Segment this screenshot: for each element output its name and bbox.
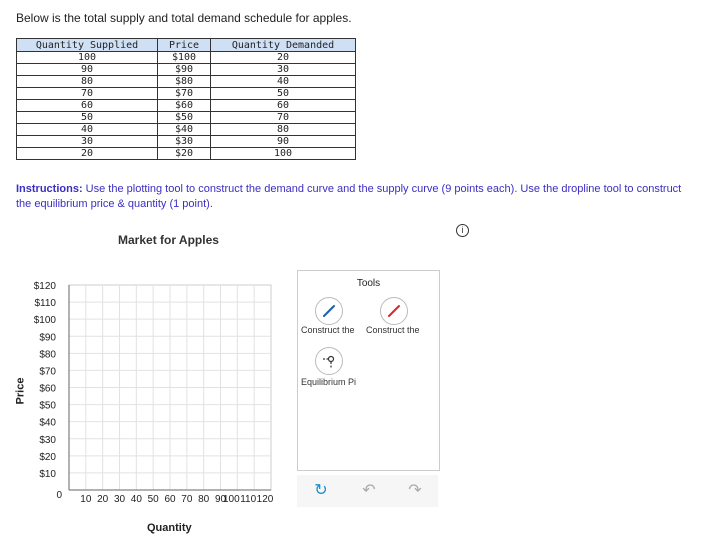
cell-qty-supplied: 70 <box>17 88 158 100</box>
cell-price: $60 <box>158 100 211 112</box>
redo-icon[interactable]: ↷ <box>408 482 422 499</box>
x-tick-label: 90 <box>214 494 227 505</box>
chart-title: Market for Apples <box>118 233 219 247</box>
cell-qty-demanded: 80 <box>211 124 356 136</box>
x-tick-label: 20 <box>97 494 109 505</box>
bottom-toolbar <box>297 475 438 507</box>
x-tick-label: 10 <box>80 494 92 505</box>
supply-line-tool-button[interactable] <box>380 297 408 325</box>
cell-qty-demanded: 50 <box>211 88 356 100</box>
x-tick-label: 40 <box>130 494 142 505</box>
cell-qty-supplied: 100 <box>17 52 158 64</box>
cell-qty-supplied: 60 <box>17 100 158 112</box>
demand-tool-label: Construct the <box>301 325 355 335</box>
cell-qty-supplied: 80 <box>17 76 158 88</box>
x-tick-label: 30 <box>113 494 126 505</box>
x-tick-label: 70 <box>181 494 193 505</box>
y-tick-label: $110 <box>34 298 56 310</box>
cell-qty-demanded: 90 <box>211 136 356 148</box>
x-axis-label: Quantity <box>147 522 192 534</box>
cell-qty-supplied: 40 <box>17 124 158 136</box>
y-tick-label: $10 <box>39 468 56 480</box>
instructions-text: Use the plotting tool to construct the demand curve and the supply curve (9 points each). Use the dropline tool to construct the equilibrium price & quantity (1 point). <box>16 183 682 210</box>
y-tick-label: $40 <box>39 417 56 429</box>
x-tick-label: 60 <box>164 494 176 505</box>
y-tick-label: $80 <box>39 349 56 361</box>
x-tick-label: 100 <box>222 494 240 505</box>
reset-icon[interactable]: ↻ <box>314 482 328 499</box>
cell-price: $30 <box>158 136 211 148</box>
cell-qty-demanded: 20 <box>211 52 356 64</box>
cell-price: $80 <box>158 76 211 88</box>
dropline-tool-label: Equilibrium Pi <box>301 377 357 387</box>
x-tick-label: 50 <box>147 494 159 505</box>
info-icon[interactable]: i <box>456 224 469 237</box>
dropline-tool-button[interactable] <box>315 347 343 375</box>
origin-label: 0 <box>56 490 62 501</box>
y-tick-label: $20 <box>39 451 56 463</box>
line-draw-icon <box>316 298 342 324</box>
y-tick-label: $50 <box>39 400 56 412</box>
y-tick-label: $60 <box>39 383 56 395</box>
y-tick-label: $70 <box>39 366 56 378</box>
cell-qty-supplied: 90 <box>17 64 158 76</box>
header-qty-supplied: Quantity Supplied <box>17 39 158 52</box>
cell-price: $70 <box>158 88 211 100</box>
y-tick-label: $100 <box>33 315 56 327</box>
demand-line-tool-button[interactable] <box>315 297 343 325</box>
tools-panel <box>297 270 440 471</box>
supply-tool-label: Construct the <box>366 325 420 335</box>
x-tick-label: 120 <box>256 494 274 505</box>
dropline-icon <box>316 348 342 374</box>
line-draw-icon <box>381 298 407 324</box>
undo-icon[interactable]: ↶ <box>362 482 376 499</box>
tools-title: Tools <box>356 278 381 289</box>
y-axis-label: Price <box>14 377 27 405</box>
y-tick-label: $90 <box>39 332 56 344</box>
cell-price: $100 <box>158 52 211 64</box>
cell-qty-demanded: 60 <box>211 100 356 112</box>
cell-price: $90 <box>158 64 211 76</box>
intro-text: Below is the total supply and total demand schedule for apples. <box>16 11 352 25</box>
instructions-label: Instructions: <box>16 183 83 195</box>
cell-price: $50 <box>158 112 211 124</box>
cell-qty-supplied: 20 <box>17 148 158 160</box>
cell-qty-demanded: 70 <box>211 112 356 124</box>
cell-price: $20 <box>158 148 211 160</box>
cell-qty-demanded: 30 <box>211 64 356 76</box>
y-tick-label: $30 <box>39 434 56 446</box>
header-qty-demanded: Quantity Demanded <box>211 39 356 52</box>
cell-qty-supplied: 50 <box>17 112 158 124</box>
cell-qty-demanded: 40 <box>211 76 356 88</box>
cell-qty-supplied: 30 <box>17 136 158 148</box>
cell-qty-demanded: 100 <box>211 148 356 160</box>
x-tick-label: 110 <box>240 494 257 505</box>
header-price: Price <box>158 39 211 52</box>
x-tick-label: 80 <box>198 494 210 505</box>
y-tick-label: $120 <box>33 281 56 292</box>
cell-price: $40 <box>158 124 211 136</box>
